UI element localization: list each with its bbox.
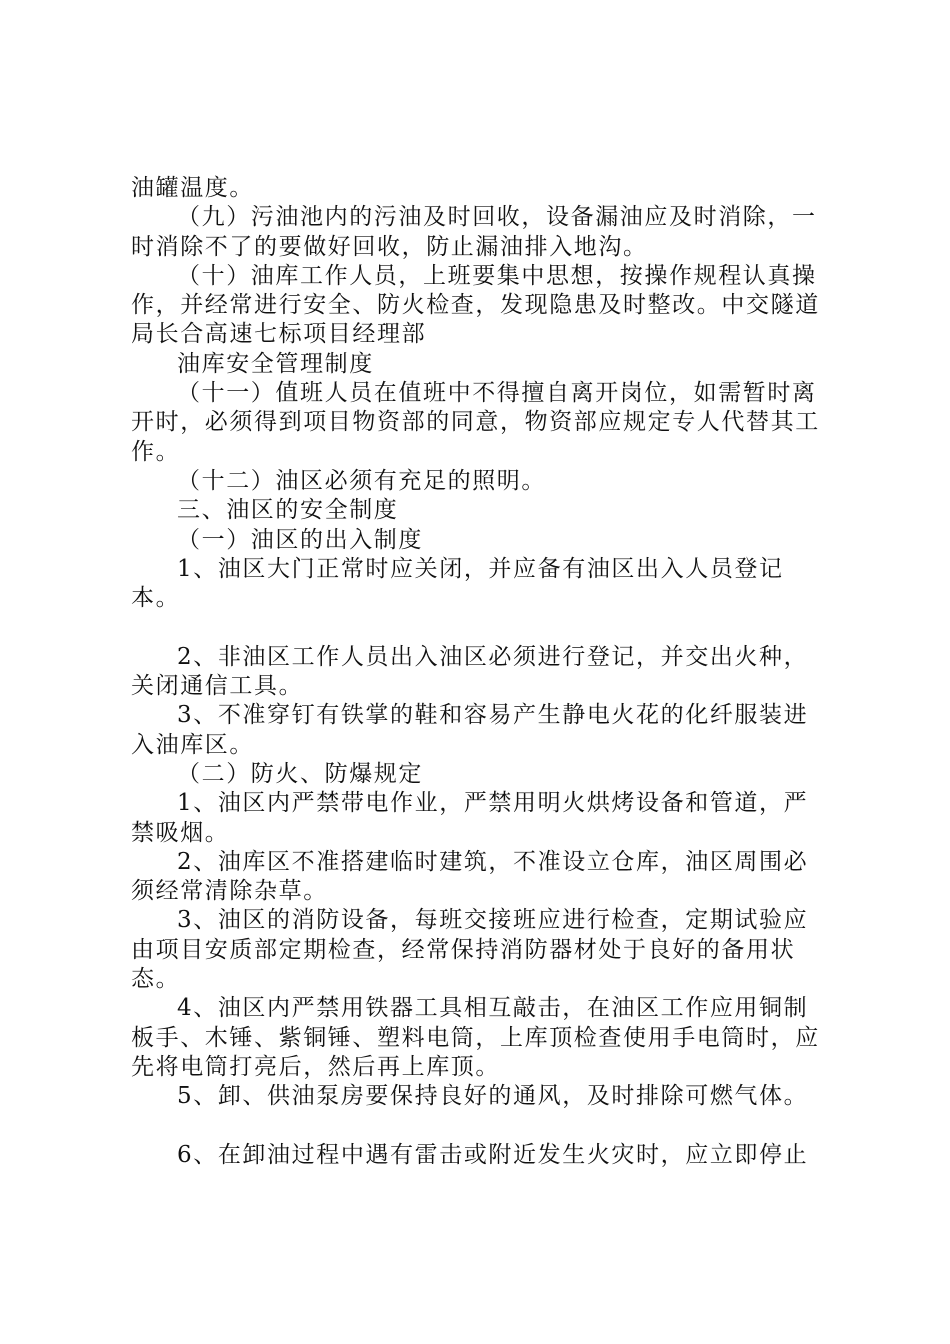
paragraph: 5、卸、供油泵房要保持良好的通风，及时排除可燃气体。 — [177, 1083, 809, 1110]
paragraph: 油罐温度。 — [131, 175, 254, 201]
section-heading: 三、油区的安全制度 — [177, 497, 399, 524]
paragraph: （十二）油区必须有充足的照明。 — [177, 467, 546, 494]
paragraph: （九）污油池内的污油及时回收，设备漏油应及时消除，一时消除不了的要做好回收，防止漏油排入地沟。 — [131, 204, 817, 260]
paragraph: 3、不准穿钉有铁掌的鞋和容易产生静电火花的化纤服装进入油库区。 — [131, 702, 809, 758]
paragraph-spacer — [131, 613, 831, 642]
paragraph: （十）油库工作人员，上班要集中思想，按操作规程认真操作，并经常进行安全、防火检查，发现隐患及时整改。中交隧道局长合高速七标项目经理部 — [131, 262, 820, 348]
paragraph: 4、油区内严禁用铁器工具相互敲击，在油区工作应用铜制板手、木锤、紫铜锤、塑料电筒，上库顶检查使用手电筒时，应先将电筒打亮后，然后再上库顶。 — [131, 995, 820, 1080]
paragraph-spacer — [131, 1112, 831, 1141]
paragraph: 1、油区大门正常时应关闭，并应备有油区出入人员登记本。 — [131, 555, 784, 612]
subsection-heading: （一）油区的出入制度 — [177, 526, 423, 553]
paragraph: 6、在卸油过程中遇有雷击或附近发生火灾时，应立即停止 — [177, 1141, 809, 1168]
subsection-heading: （二）防火、防爆规定 — [177, 760, 423, 787]
paragraph: 2、油库区不准搭建临时建筑，不准设立仓库，油区周围必须经常清除杂草。 — [131, 848, 809, 905]
paragraph: 2、非油区工作人员出入油区必须进行登记，并交出火种，关闭通信工具。 — [131, 643, 809, 700]
paragraph: （十一）值班人员在值班中不得擅自离开岗位，如需暂时离开时，必须得到项目物资部的同意，物资部应规定专人代替其工作。 — [131, 380, 820, 465]
paragraph: 3、油区的消防设备，每班交接班应进行检查，定期试验应由项目安质部定期检查，经常保持消防器材处于良好的备用状态。 — [131, 907, 809, 993]
section-heading: 油库安全管理制度 — [177, 350, 374, 377]
paragraph: 1、油区内严禁带电作业，严禁用明火烘烤设备和管道，严禁吸烟。 — [131, 790, 809, 846]
document-body — [131, 174, 831, 1170]
